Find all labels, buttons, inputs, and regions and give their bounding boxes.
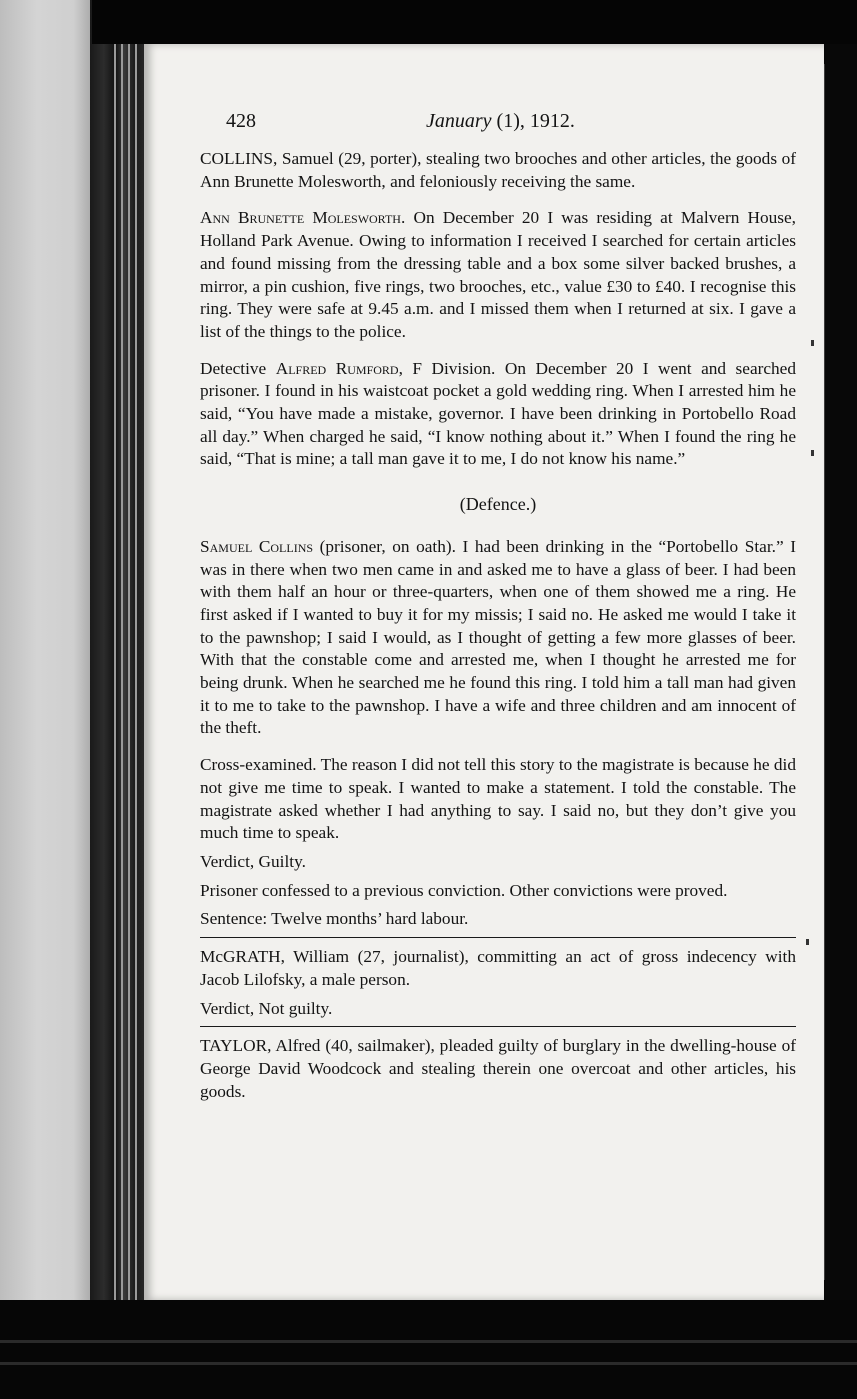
page-title-month: January xyxy=(426,110,492,132)
witness-molesworth-testimony xyxy=(200,207,796,343)
witness-rumford-testimony xyxy=(200,358,796,472)
page-header xyxy=(226,110,746,136)
witness-name: Ann Brunette Molesworth. xyxy=(200,208,406,228)
prisoner-name: Samuel Collins xyxy=(200,536,314,556)
scan-bottom-band xyxy=(0,1300,857,1399)
book-binding xyxy=(90,0,146,1399)
scan-top-band xyxy=(92,0,857,44)
book-page xyxy=(144,44,824,1300)
binding-edge-line xyxy=(114,40,116,1329)
binding-edge-line xyxy=(121,40,123,1329)
page-body xyxy=(200,148,796,1117)
witness-name: Alfred Rumford, xyxy=(275,358,403,378)
testimony-text: (prisoner, on oath). I had been drinking in the “Portobello Star.” I was in there when two men came in and asked me to have a glass of beer. I had been with them half an hour or three-quarters, when one of them showed me a ring. He first asked if I wanted to buy it for my missis; I said no. He asked me would I take it to the pawnshop; I said I would, as I thought of getting a few more glasses of beer. With that the constable come and arrested me, when I thought he arrested me for being drunk. When he searched me he found this ring. I told him a tall man had given it to me to take to the pawnshop. I have a wife and three children and am innocent of the theft. xyxy=(200,536,796,738)
taylor-case-heading: TAYLOR, Alfred (40, sailmaker), pleaded guilty of burglary in the dwelling-house of George David Woodcock and stealing therein one overcoat and other articles, his goods. xyxy=(200,1036,796,1101)
binding-edge-line xyxy=(128,40,130,1329)
scan-left-margin xyxy=(0,0,92,1399)
page-number: 428 xyxy=(226,110,256,132)
previous-conviction-note: Prisoner confessed to a previous conviction. Other convictions were proved. xyxy=(200,880,728,900)
cross-examination: Cross-examined. The reason I did not tell this story to the magistrate is because he did not give me time to speak. I wanted to make a statement. I told the constable. The magistrate asked whether I had anything to say. I said no, but they don’t give you much time to speak. xyxy=(200,755,796,843)
page-title xyxy=(426,110,575,133)
collins-case-heading: COLLINS, Samuel (29, porter), stealing two brooches and other articles, the goods of Ann Brunette Molesworth, and feloniously receiving the same. xyxy=(200,149,796,191)
binding-edge-line xyxy=(135,40,137,1329)
scan-speck xyxy=(811,450,814,456)
prisoner-testimony xyxy=(200,536,796,740)
collins-sentence: Sentence: Twelve months’ hard labour. xyxy=(200,909,469,929)
page-title-date: (1), 1912. xyxy=(496,110,575,132)
mcgrath-verdict: Verdict, Not guilty. xyxy=(200,998,333,1018)
collins-verdict: Verdict, Guilty. xyxy=(200,851,306,871)
testimony-text: F Division. On December 20 I went and searched prisoner. I found in his waistcoat pocket a gold wedding ring. When I arrested him he said, “You have made a mistake, governor. I have been drinking in Portobello Road all day.” When charged he said, “I know nothing about it.” When I found the ring he said, “That is mine; a tall man gave it to me, I do not know his name.” xyxy=(200,358,796,469)
case-divider xyxy=(200,1026,796,1027)
defence-heading: (Defence.) xyxy=(459,494,537,515)
case-divider xyxy=(200,937,796,938)
mcgrath-case-heading: McGRATH, William (27, journalist), committing an act of gross indecency with Jacob Lilofsky, a male person. xyxy=(200,947,796,989)
witness-rank: Detective xyxy=(200,358,267,378)
scan-speck xyxy=(811,340,814,346)
testimony-text: On December 20 I was residing at Malvern House, Holland Park Avenue. Owing to information I received I searched for certain articles and found missing from the dressing table and a box some silver backed brushes, a mirror, a pin cushion, five rings, two brooches, etc., value £30 to £40. I recognise this ring. They were safe at 9.45 a.m. and I missed them when I returned at six. I gave a list of the things to the police. xyxy=(200,208,797,341)
scan-speck xyxy=(806,939,809,945)
